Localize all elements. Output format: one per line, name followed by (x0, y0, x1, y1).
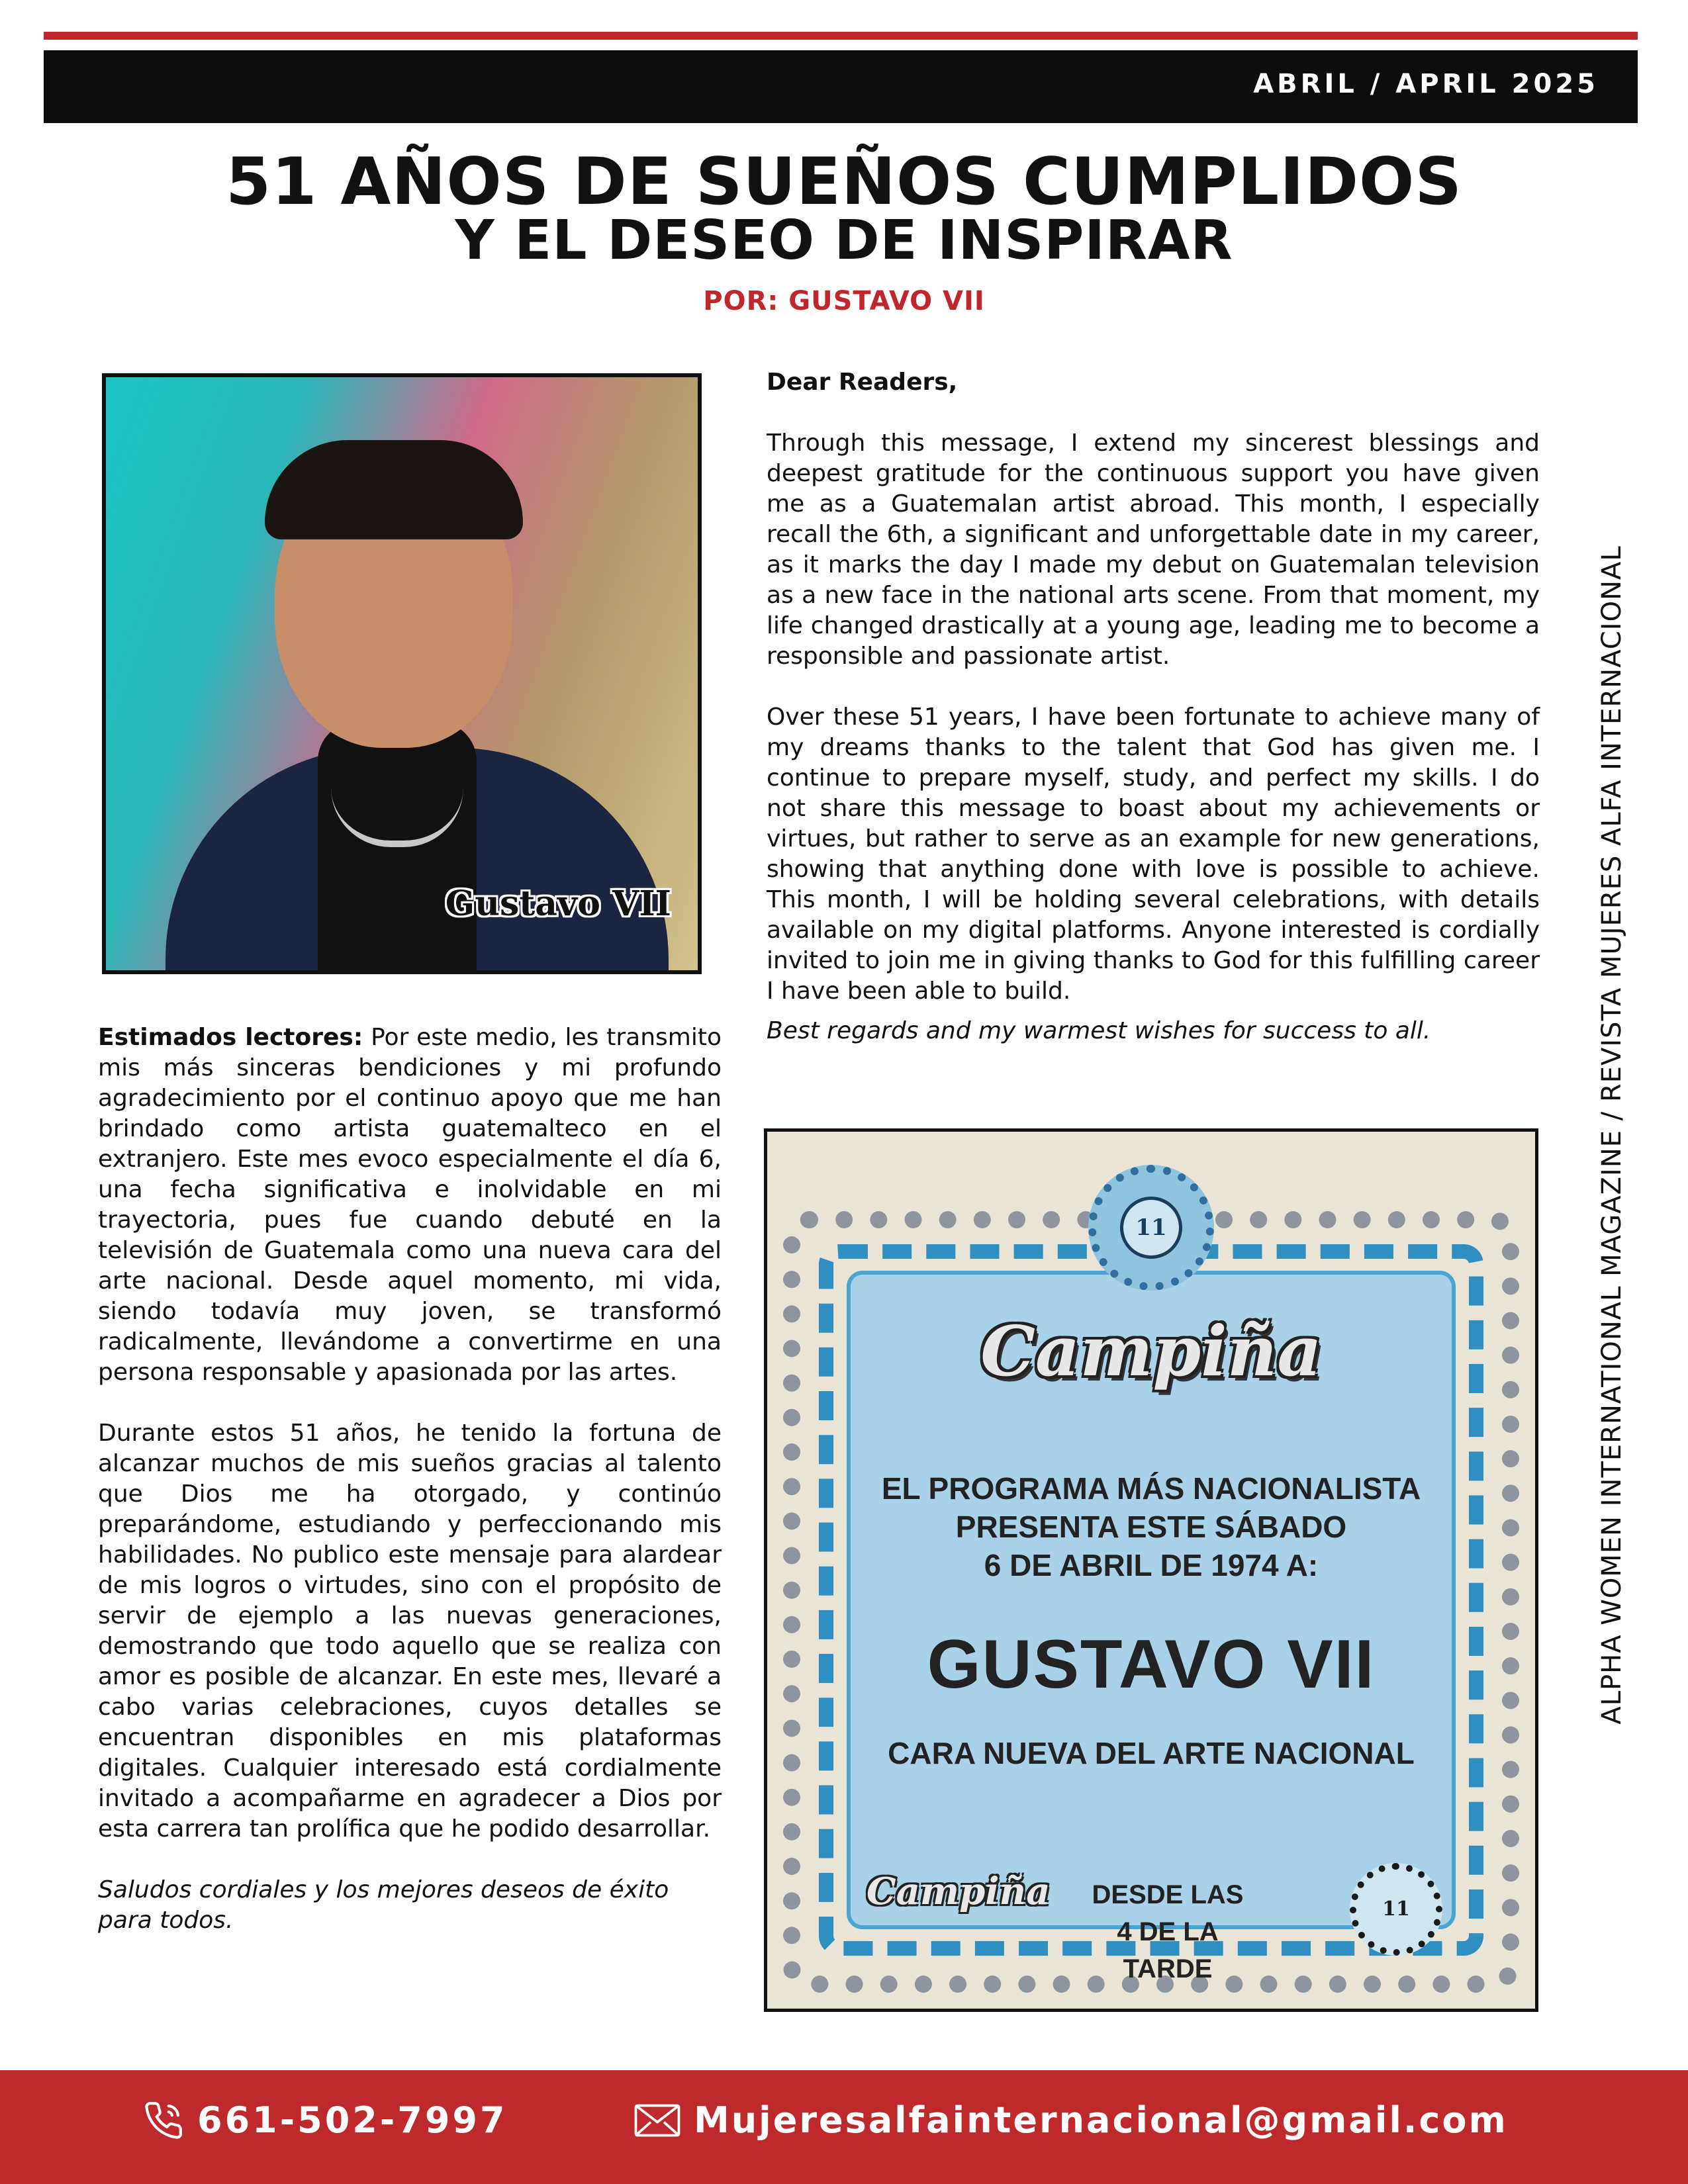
issue-date: ABRIL / APRIL 2025 (1253, 69, 1599, 99)
english-greeting: Dear Readers, (767, 369, 958, 396)
photo-figure-shirt (318, 721, 477, 974)
vintage-tv-poster (764, 1128, 1538, 2012)
spanish-lead-label: Estimados lectores: (98, 1024, 363, 1051)
poster-time-line1: DESDE LAS (1092, 1880, 1244, 1909)
spanish-paragraph-2: Durante estos 51 años, he tenido la fortuna de alcanzar muchos de mis sueños gracias al talento que Dios me ha otorgado, y continúo preparándome, estudiando y perfeccionando mis habilidades. No publico este mensaje para alardear de mis logros o virtudes, sino con el propósito de servir de ejemplo a las nuevas generaciones, demostrando que todo aquello que se realiza con amor es posible de alcanzar. En este mes, llevaré a cabo varias celebraciones, cuyos detalles se encuentran disponibles en mis plataformas digitales. Cualquier interesado está cordialmente invitado a acompañarme en agradecer a Dios por esta carrera tan prolífica que he podido desarrollar. (98, 1420, 722, 1843)
campina-logo: Campiña (980, 1310, 1322, 1392)
poster-tagline: CARA NUEVA DEL ARTE NACIONAL (888, 1736, 1415, 1770)
envelope-icon (634, 2104, 680, 2137)
photo-figure-hair (265, 440, 523, 539)
article-title-line1: 51 AÑOS DE SUEÑOS CUMPLIDOS (226, 144, 1462, 220)
poster-artist-name: GUSTAVO VII (927, 1626, 1376, 1703)
spanish-paragraph-1-text: Por este medio, les transmito mis más sinceras bendiciones y mi profundo agradecimiento por el continuo apoyo que me han brindado como artista guatemalteco en el extranjero. Este mes evoco especialmente el día 6, una fecha significativa e inolvidable en mi trayectoria, pues fue cuando debuté en la televisión de Guatemala como una nueva cara del arte nacional. Desde aquel momento, mi vida, siendo todavía muy joven, se transformó radicalmente, llevándome a convertirme en una persona responsable y apasionada por las artes. (98, 1024, 722, 1386)
article-title-line2: Y EL DESEO DE INSPIRAR (455, 209, 1233, 272)
vertical-sidebar (1582, 443, 1642, 1827)
spanish-paragraph-1 (98, 1023, 722, 1388)
english-paragraph-2: Over these 51 years, I have been fortunate to achieve many of my dreams thanks to the talent that God has given me. I continue to prepare myself, study, and perfect my skills. I do not share this message to boast about my achievements or virtues, but rather to serve as an example for new generations, showing that anything done with love is possible to achieve. This month, I will be holding several celebrations, with details available on my digital platforms. Anyone interested is cordially invited to join me in giving thanks to God for this fulfilling career I have been able to build. (767, 704, 1540, 1005)
poster-line-3: 6 DE ABRIL DE 1974 A: (984, 1548, 1319, 1582)
phone-number: 661-502-7997 (197, 2099, 508, 2141)
english-column (767, 367, 1540, 1046)
phone-icon (143, 2100, 184, 2141)
article-byline: POR: GUSTAVO VII (703, 286, 985, 316)
footer-email[interactable] (634, 2099, 1508, 2141)
email-address: Mujeresalfainternacional@gmail.com (694, 2099, 1508, 2141)
magazine-name-vertical: ALPHA WOMEN INTERNATIONAL MAGAZINE / REVISTA MUJERES ALFA INTERNACIONAL (1597, 545, 1627, 1725)
poster-time (1078, 1876, 1257, 1987)
header-red-rule (44, 32, 1638, 40)
photo-caption: Gustavo VII (445, 884, 671, 924)
author-photo (102, 373, 702, 974)
poster-line-2: PRESENTA ESTE SÁBADO (955, 1510, 1347, 1544)
campina-logo-small: Campiña (867, 1870, 1051, 1913)
channel-medal-small-icon: 11 (1350, 1863, 1442, 1956)
channel-number: 11 (1120, 1197, 1182, 1259)
poster-line-1: EL PROGRAMA MÁS NACIONALISTA (881, 1471, 1421, 1506)
footer-phone[interactable] (143, 2099, 508, 2141)
channel-medal-icon (1088, 1165, 1214, 1291)
spanish-column (98, 1023, 722, 1936)
english-paragraph-1: Through this message, I extend my sincerest blessings and deepest gratitude for the continuous support you have given me as a Guatemalan artist abroad. This month, I especially recall the 6th, a significant and unforgettable date in my career, as it marks the day I made my debut on Guatemalan television as a new face in the national arts scene. From that moment, my life changed drastically at a young age, leading me to become a responsible and passionate artist. (767, 430, 1540, 670)
footer-bar (0, 2070, 1688, 2184)
english-closing: Best regards and my warmest wishes for success to all. (767, 1017, 1431, 1044)
poster-time-line2: 4 DE LA TARDE (1117, 1917, 1219, 1983)
spanish-closing: Saludos cordiales y los mejores deseos de éxito para todos. (98, 1876, 669, 1934)
